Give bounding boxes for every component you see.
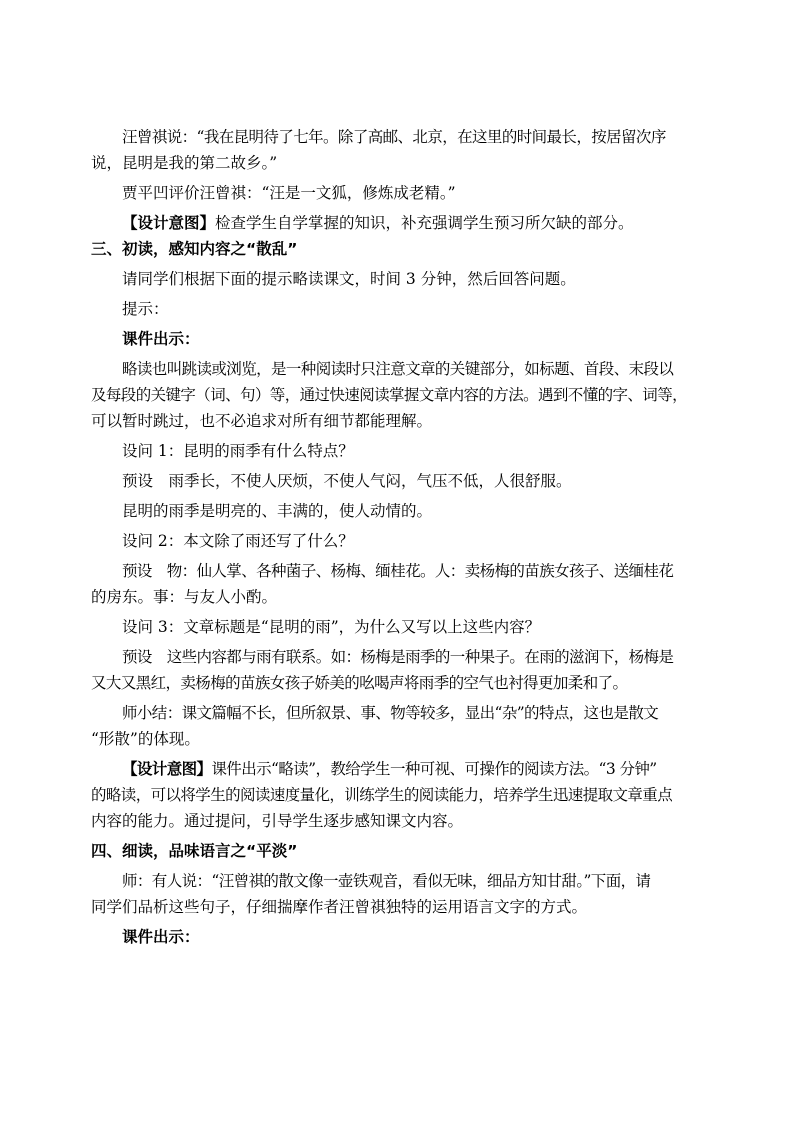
summary-text: 师小结：课文篇幅不长，但所叙景、事、物等较多，显出“杂”的特点，这也是散文: [122, 704, 659, 722]
summary-text: “形散”的体现。: [91, 730, 200, 748]
design-intent-label: 【设计意图】: [122, 214, 216, 232]
paragraph-text: 师：有人说：“汪曾祺的散文像一壶铁观音，看似无味，细品方知甘甜。”下面，请: [122, 872, 651, 890]
answer-text: 的房东。事：与友人小酌。: [91, 588, 278, 606]
paragraph-text: 贾平凹评价汪曾祺：“汪是一文狐，修炼成老精。”: [122, 184, 456, 202]
paragraph-text: 提示：: [122, 300, 169, 318]
section-heading: 四、细读，品味语言之“平淡”: [91, 842, 298, 860]
question-text: 设问 2：本文除了雨还写了什么？: [122, 532, 354, 550]
courseware-label: 课件出示：: [122, 928, 200, 946]
design-intent-paragraph: [91, 210, 721, 236]
paragraph-text: 检查学生自学掌握的知识，补充强调学生预习所欠缺的部分。: [215, 214, 634, 232]
answer-text: 昆明的雨季是明亮的、丰满的，使人动情的。: [122, 502, 433, 520]
paragraph-text: 可以暂时跳过，也不必追求对所有细节都能理解。: [91, 412, 433, 430]
paragraph-text: 同学们品析这些句子，仔细揣摩作者汪曾祺独特的运用语言文字的方式。: [91, 898, 588, 916]
answer-text: 预设 这些内容都与雨有联系。如：杨梅是雨季的一种果子。在雨的滋润下，杨梅是: [122, 648, 674, 666]
answer-text: 预设 物：仙人掌、各种菌子、杨梅、缅桂花。人：卖杨梅的苗族女孩子、送缅桂花: [122, 562, 674, 580]
paragraph-text: 内容的能力。通过提问，引导学生逐步感知课文内容。: [91, 812, 464, 830]
question-text: 设问 3：文章标题是“昆明的雨”，为什么又写以上这些内容？: [122, 618, 541, 636]
section-heading: 三、初读，感知内容之“散乱”: [91, 240, 298, 258]
paragraph-text: 请同学们根据下面的提示略读课文，时间 3 分钟，然后回答问题。: [122, 270, 576, 288]
paragraph-text: 的略读，可以将学生的阅读速度量化，训练学生的阅读能力，培养学生迅速提取文章重点: [91, 786, 673, 804]
question-text: 设问 1：昆明的雨季有什么特点？: [122, 442, 354, 460]
paragraph-text: 及每段的关键字（词、句）等，通过快速阅读掌握文章内容的方法。遇到不懂的字、词等，: [91, 386, 688, 404]
answer-text: 又大又黑红，卖杨梅的苗族女孩子娇美的吆喝声将雨季的空气也衬得更加柔和了。: [91, 674, 628, 692]
design-intent-paragraph: [91, 756, 721, 782]
paragraph-text: 说，昆明是我的第二故乡。”: [91, 154, 278, 172]
answer-text: 预设 雨季长，不使人厌烦，不使人气闷，气压不低，人很舒服。: [122, 472, 572, 490]
paragraph-text: 汪曾祺说：“我在昆明待了七年。除了高邮、北京，在这里的时间最长，按居留次序: [122, 128, 666, 146]
paragraph-text: 略读也叫跳读或浏览，是一种阅读时只注意文章的关键部分，如标题、首段、末段以: [122, 360, 674, 378]
design-intent-label: 【设计意图】: [122, 760, 212, 778]
paragraph-text: 课件出示“略读”，教给学生一种可视、可操作的阅读方法。“3 分钟”: [211, 760, 657, 778]
document-body: [91, 124, 721, 950]
courseware-label: 课件出示：: [122, 330, 200, 348]
